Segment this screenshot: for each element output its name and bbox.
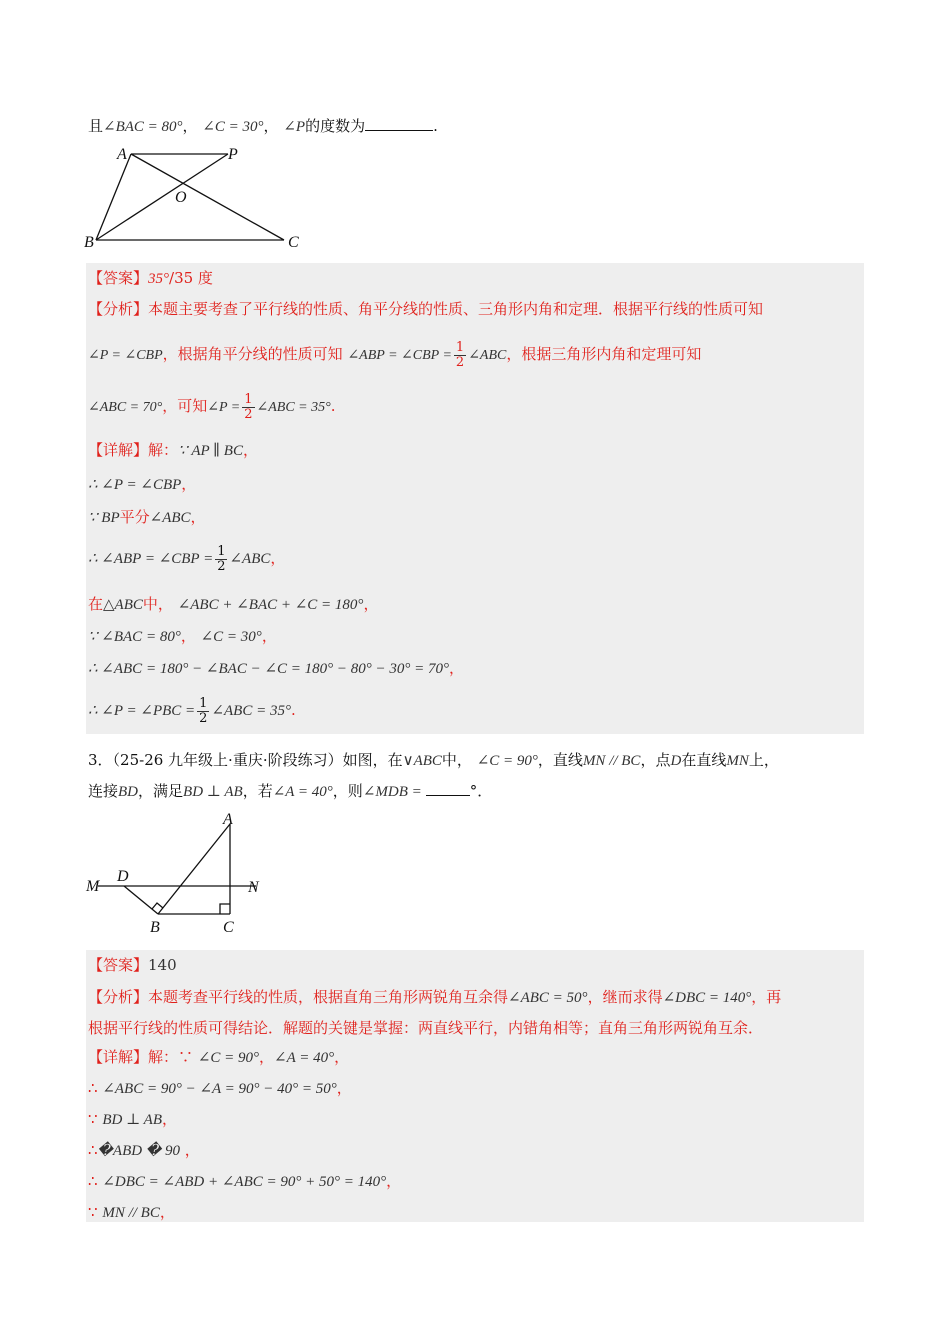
q3-analysis-text-1a: 本题考查平行线的性质，根据直角三角形两锐角互余得 (148, 988, 509, 1006)
q3-answer-tag: 【答案】 (88, 956, 149, 974)
q3-detail-sym-4: ∴ (88, 1141, 98, 1159)
q2-detail-text-5a: 在 (88, 595, 104, 613)
q3-right-angle-c (220, 904, 230, 914)
q2-detail-line-7 (88, 658, 464, 679)
q2-detail-math-6b: ∠C = 30° (200, 629, 262, 645)
q2-analysis-text-3: ，可知 (162, 397, 208, 415)
q2-answer-tag: 【答案】 (88, 269, 149, 287)
q3-detail-line-4 (88, 1140, 200, 1161)
q2-analysis-fraction-1-num: 1 (455, 339, 465, 355)
q2-analysis-math-6: ∠ABC = 35° (256, 400, 331, 415)
q2-detail-end-5: ， (363, 595, 379, 613)
q2-detail-line-8 (88, 694, 296, 727)
q3-stem2-math-2: BD ⊥ AB (183, 784, 243, 800)
q3-analysis-text-1b: ，继而求得 (587, 988, 663, 1006)
q2-detail-line-3 (88, 507, 206, 528)
q3-stem-text-3: ，点 (640, 751, 671, 769)
q3-detail-end-5: ， (386, 1172, 402, 1190)
q3-stem-math-5: MN (726, 753, 749, 769)
q2-analysis-fraction-2 (242, 393, 254, 422)
q3-detail-sym-3: ∵ (88, 1110, 98, 1128)
q3-stem-text-1: 中， (441, 751, 472, 769)
q3-detail-end-4: ， (184, 1141, 200, 1159)
q3-stem-math-1: ∨ABC (402, 753, 442, 769)
q2-label-o: O (175, 189, 187, 206)
q3-stem2-math-3: ∠A = 40° (272, 784, 333, 800)
q3-detail-end-1: ， (334, 1048, 350, 1066)
q2-analysis-text-1: 本题主要考查了平行线的性质、角平分线的性质、三角形内角和定理．根据平行线的性质可知 (148, 300, 764, 318)
q3-stem2-end: °． (469, 782, 493, 800)
q2-answer-math: 35° (148, 271, 170, 287)
q2-detail-math-5a: △ABC (103, 597, 143, 613)
q2-detail-line-5 (88, 594, 378, 615)
q3-stem-text-5: 上， (748, 751, 779, 769)
q3-analysis-tag: 【分析】 (88, 988, 149, 1006)
q3-detail-end-3: ， (161, 1110, 177, 1128)
q3-stem-math-4: D (670, 753, 682, 769)
q3-stem2-math-1: BD (118, 784, 139, 800)
q2-detail-fraction-2-den: 2 (199, 710, 208, 726)
q3-detail-line-1 (88, 1047, 349, 1068)
q2-answer-blank (365, 130, 433, 131)
q2-figure (82, 144, 312, 252)
q2-detail-math-8b: ∠ABC = 35° (211, 703, 291, 719)
q3-detail-sym-2: ∴ (88, 1079, 98, 1097)
q2-detail-sep-6: ， (180, 627, 196, 645)
q2-detail-end-1: ， (242, 441, 258, 459)
q2-detail-math-3a: ∵ BP (88, 510, 120, 526)
q2-stem-prefix: 且 (88, 117, 104, 135)
q3-analysis-line-1 (88, 987, 781, 1008)
q2-analysis-tag: 【分析】 (88, 300, 149, 318)
q2-detail-jie: 解： (148, 441, 179, 459)
q2-detail-fraction-2-num: 1 (199, 695, 208, 711)
q3-detail-tag: 【详解】 (88, 1048, 149, 1066)
q3-detail-math-3: BD ⊥ AB (102, 1112, 162, 1128)
q3-answer-blank (426, 795, 470, 796)
q2-analysis-math-3: ∠ABC (468, 348, 507, 363)
q2-detail-math-8a: ∴ ∠P = ∠PBC = (88, 703, 196, 719)
q2-detail-fraction-2 (197, 697, 209, 726)
q3-detail-line-3 (88, 1109, 177, 1130)
q2-detail-math-4b: ∠ABC (229, 551, 271, 567)
q2-detail-end-6: ， (261, 627, 277, 645)
q2-stem (88, 116, 438, 137)
q2-detail-math-3b: ∠ABC (149, 510, 191, 526)
q3-detail-math-6: MN // BC (102, 1205, 160, 1221)
q2-detail-line-1 (88, 440, 258, 461)
q3-segment-bd (124, 886, 158, 914)
q2-label-a: A (117, 146, 127, 163)
q3-detail-math-5: ∠DBC = ∠ABD + ∠ABC = 90° + 50° = 140° (102, 1174, 387, 1190)
q3-figure (84, 808, 284, 938)
q2-analysis-math-4: ∠ABC = 70° (88, 400, 163, 415)
q3-detail-math-4: �ABD � 90 (97, 1143, 180, 1159)
q2-analysis-math-2: ∠ABP = ∠CBP = (347, 348, 452, 363)
q3-detail-line-2 (88, 1078, 352, 1099)
q2-detail-text-3: 平分 (119, 508, 150, 526)
q2-stem-math-1: ∠BAC = 80° (103, 119, 183, 135)
q3-stem2-text-4: ，则 (332, 782, 363, 800)
q2-detail-end-2: ， (181, 475, 197, 493)
q3-detail-math-2: ∠ABC = 90° − ∠A = 90° − 40° = 50° (102, 1081, 337, 1097)
q3-label-m: M (86, 878, 100, 895)
q2-detail-end-7: ， (449, 659, 465, 677)
q3-stem-line-2 (88, 781, 492, 802)
q3-answer-value: 140 (148, 956, 177, 974)
q3-source: （25-26 九年级上·重庆·阶段练习）如图，在 (112, 751, 403, 769)
q2-detail-math-6a: ∵ ∠BAC = 80° (88, 629, 181, 645)
q3-detail-end-2: ， (336, 1079, 352, 1097)
q3-number: 3． (88, 751, 113, 769)
q2-stem-suffix: 的度数为 (305, 117, 366, 135)
q3-detail-line-5 (88, 1171, 401, 1192)
q3-label-a: A (223, 811, 233, 828)
q3-stem2-text-3: ，若 (242, 782, 273, 800)
q3-right-angle-b (152, 903, 163, 909)
q2-detail-math-1: ∵ AP ∥ BC (178, 443, 243, 459)
q2-detail-text-5b: 中， (142, 595, 173, 613)
q3-label-d: D (117, 868, 129, 885)
q2-analysis-end: . (330, 397, 336, 415)
q3-detail-math-1a: ∠C = 90° (197, 1050, 260, 1066)
q2-stem-math-2: ∠C = 30° (202, 119, 264, 135)
q2-analysis-fraction-1 (454, 341, 466, 370)
q3-analysis-math-2: ∠DBC = 140° (662, 990, 752, 1006)
q2-detail-math-4a: ∴ ∠ABP = ∠CBP = (88, 551, 214, 567)
q3-stem-math-2: ∠C = 90° (476, 753, 538, 769)
q2-analysis-math-1: ∠P = ∠CBP (88, 348, 163, 363)
q2-analysis-fraction-1-den: 2 (455, 354, 465, 370)
q3-analysis-text-2: 根据平行线的性质可得结论．解题的关键是掌握：两直线平行，内错角相等；直角三角形两锐角互余． (88, 1019, 764, 1037)
q3-detail-sym-6: ∵ (88, 1203, 98, 1221)
q3-answer (88, 955, 177, 975)
q2-analysis-fraction-2-den: 2 (244, 406, 253, 422)
q3-analysis-math-1: ∠ABC = 50° (508, 990, 588, 1006)
q2-detail-end-8: . (290, 701, 296, 719)
q3-detail-sep-1: ， (259, 1048, 275, 1066)
q2-detail-line-6 (88, 626, 277, 647)
q2-detail-tag: 【详解】 (88, 441, 149, 459)
q2-analysis-line-1 (88, 299, 763, 319)
q2-stem-math-3: ∠P (283, 119, 306, 135)
q2-detail-line-4 (88, 542, 285, 575)
q2-detail-fraction-1-num: 1 (217, 543, 226, 559)
q3-detail-end-6: ， (159, 1203, 175, 1221)
q3-stem2-text-2: ，满足 (138, 782, 184, 800)
q2-detail-math-2: ∴ ∠P = ∠CBP (88, 477, 182, 493)
q3-detail-sym-5: ∴ (88, 1172, 98, 1190)
q2-analysis-math-5: ∠P = (207, 400, 241, 415)
q2-label-b: B (84, 234, 94, 251)
q2-analysis-text-2b: ，根据三角形内角和定理可知 (506, 345, 702, 363)
q3-label-c: C (223, 919, 234, 936)
q2-answer-text: /35 度 (169, 269, 213, 287)
q2-detail-math-7: ∴ ∠ABC = 180° − ∠BAC − ∠C = 180° − 80° − 30° = 70° (88, 661, 450, 677)
q2-stem-end: . (433, 117, 438, 135)
q3-stem-text-2: ，直线 (537, 751, 583, 769)
q2-analysis-fraction-2-num: 1 (244, 391, 253, 407)
q3-segment-ab (158, 824, 230, 914)
q3-detail-math-1b: ∠A = 40° (274, 1050, 335, 1066)
q3-detail-jie: 解： (148, 1048, 179, 1066)
q2-detail-fraction-1-den: 2 (217, 558, 226, 574)
q3-label-n: N (248, 879, 259, 896)
q2-analysis-line-3 (88, 390, 336, 424)
q2-detail-line-2 (88, 474, 196, 495)
q2-label-c: C (288, 234, 299, 251)
q2-detail-end-3: ， (190, 508, 206, 526)
q3-analysis-text-1c: ，再 (751, 988, 782, 1006)
q2-detail-fraction-1 (215, 545, 227, 574)
q3-stem-line-1 (88, 750, 779, 771)
q3-detail-line-6 (88, 1202, 175, 1223)
q3-analysis-line-2 (88, 1018, 763, 1038)
q2-stem-sep-1: ， (182, 117, 198, 135)
q3-detail-sym-1: ∵ (178, 1048, 194, 1066)
q2-label-p: P (228, 146, 238, 163)
q2-detail-end-4: ， (270, 549, 286, 567)
q2-stem-sep-2: ， (263, 117, 279, 135)
q2-analysis-text-2a: ，根据角平分线的性质可知 (162, 345, 343, 363)
q3-stem2-math-4: ∠MDB = (362, 784, 422, 800)
q3-stem2-text-1: 连接 (88, 782, 119, 800)
q3-stem-text-4: 在直线 (681, 751, 727, 769)
q2-detail-math-5b: ∠ABC + ∠BAC + ∠C = 180° (177, 597, 364, 613)
q3-label-b: B (150, 919, 160, 936)
q3-stem-math-3: MN // BC (582, 753, 641, 769)
q2-answer (88, 268, 213, 289)
q2-analysis-line-2 (88, 338, 701, 372)
q2-segment-ab (96, 154, 131, 240)
